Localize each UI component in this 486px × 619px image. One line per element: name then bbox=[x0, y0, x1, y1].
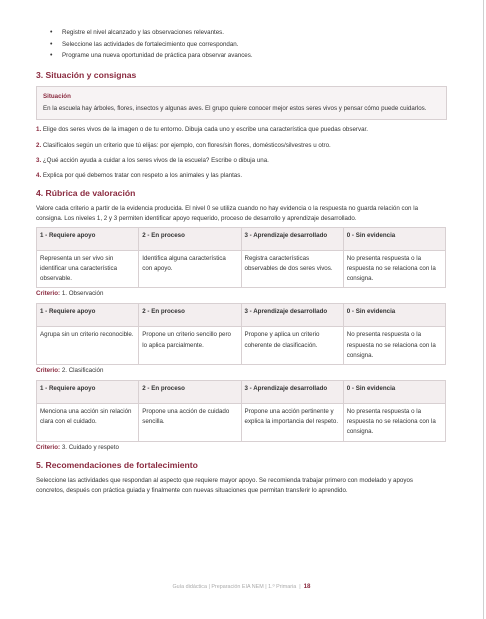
situation-label: Situación bbox=[43, 92, 71, 100]
criterion-caption bbox=[36, 443, 443, 452]
situation-box bbox=[36, 86, 447, 121]
rubric-intro: Valore cada criterio a partir de la evidencia producida. El nivel 0 se utiliza cuando no hay evidencia o la respuesta no guarda relación con la consigna. Los niveles 1, 2 y 3 permiten identificar apoyo requerido, proceso de desarrollo y aprendizaje desarrollado. bbox=[36, 204, 419, 223]
column-header: 1 - Requiere apoyo bbox=[37, 380, 139, 403]
table-header-row bbox=[37, 380, 446, 403]
table-cell: No presenta respuesta o la respuesta no se relaciona con la consigna. bbox=[343, 250, 445, 288]
section-3-heading: 3. Situación y consignas bbox=[36, 69, 137, 80]
instruction-item bbox=[36, 142, 443, 150]
column-header: 2 - En proceso bbox=[139, 304, 241, 327]
section-5-heading: 5. Recomendaciones de fortalecimiento bbox=[36, 459, 198, 470]
column-header: 1 - Requiere apoyo bbox=[37, 227, 139, 250]
bullet-item: • Seleccione las actividades de fortalecimiento que correspondan. bbox=[50, 39, 443, 51]
column-header: 3 - Aprendizaje desarrollado bbox=[241, 304, 343, 327]
rubric-table bbox=[36, 380, 446, 442]
column-header: 0 - Sin evidencia bbox=[343, 304, 445, 327]
page-footer bbox=[0, 583, 483, 590]
column-header: 3 - Aprendizaje desarrollado bbox=[241, 380, 343, 403]
criterion-text: 2. Clasificación bbox=[61, 366, 104, 374]
item-number: 3. bbox=[36, 156, 42, 164]
item-text: Clasifícalos según un criterio que tú elijas: por ejemplo, con flores/sin flores, domésticos/silvestres u otro. bbox=[42, 141, 331, 149]
situation-text: En la escuela hay árboles, flores, insectos y algunas aves. El grupo quiere conocer mejor estos seres vivos y pensar cómo puede cuidarlos. bbox=[43, 104, 427, 112]
table-cell: Registra características observables de dos seres vivos. bbox=[241, 250, 343, 288]
item-text: Elige dos seres vivos de la imagen o de tu entorno. Dibuja cada uno y escribe una característica que puedas observar. bbox=[42, 126, 368, 134]
table-cell: Agrupa sin un criterio reconocible. bbox=[37, 327, 139, 365]
table-cell: Menciona una acción sin relación clara con el cuidado. bbox=[37, 403, 139, 441]
table-header-row bbox=[37, 304, 446, 327]
item-number: 1. bbox=[36, 126, 42, 134]
table-cell: Representa un ser vivo sin identificar una característica observable. bbox=[37, 250, 139, 288]
table-row bbox=[37, 327, 446, 365]
footer-separator: | bbox=[299, 584, 301, 590]
table-cell: No presenta respuesta o la respuesta no se relaciona con la consigna. bbox=[343, 327, 445, 365]
rubric-table bbox=[36, 227, 446, 289]
item-text: ¿Qué acción ayuda a cuidar a los seres vivos de la escuela? Escribe o dibuja una. bbox=[42, 156, 269, 164]
criterion-caption bbox=[36, 366, 443, 375]
page-number: 18 bbox=[303, 583, 311, 590]
column-header: 0 - Sin evidencia bbox=[343, 380, 445, 403]
table-cell: Propone un criterio sencillo pero lo aplica parcialmente. bbox=[139, 327, 241, 365]
instruction-list bbox=[36, 126, 443, 180]
section-4-heading: 4. Rúbrica de valoración bbox=[36, 187, 136, 198]
recommendations-text: Seleccione las actividades que respondan al aspecto que requiere mayor apoyo. Se recomienda trabajar primero con modelado y apoyos concretos, después con práctica guiada y finalmente con nuevas situaciones que permitan transferir lo aprendido. bbox=[36, 476, 413, 494]
instruction-item bbox=[36, 157, 443, 165]
column-header: 0 - Sin evidencia bbox=[343, 227, 445, 250]
criterion-text: 3. Cuidado y respeto bbox=[61, 443, 119, 451]
table-cell: Propone y aplica un criterio coherente de clasificación. bbox=[241, 327, 343, 365]
column-header: 2 - En proceso bbox=[139, 380, 241, 403]
bullet-item: • Registre el nivel alcanzado y las observaciones relevantes. bbox=[50, 27, 443, 39]
table-row bbox=[37, 403, 446, 441]
column-header: 1 - Requiere apoyo bbox=[37, 304, 139, 327]
criterion-caption bbox=[36, 289, 443, 298]
item-number: 2. bbox=[36, 141, 42, 149]
item-number: 4. bbox=[36, 171, 42, 179]
column-header: 3 - Aprendizaje desarrollado bbox=[241, 227, 343, 250]
table-cell: Propone una acción pertinente y explica la importancia del respeto. bbox=[241, 403, 343, 441]
instruction-bullet-list bbox=[36, 27, 443, 62]
table-cell: No presenta respuesta o la respuesta no se relaciona con la consigna. bbox=[343, 403, 445, 441]
table-header-row bbox=[37, 227, 446, 250]
criterion-label: Criterio: bbox=[36, 443, 61, 451]
table-row bbox=[37, 250, 446, 288]
instruction-item bbox=[36, 172, 443, 180]
column-header: 2 - En proceso bbox=[139, 227, 241, 250]
table-cell: Propone una acción de cuidado sencilla. bbox=[139, 403, 241, 441]
bullet-item: • Programe una nueva oportunidad de práctica para observar avances. bbox=[50, 50, 443, 62]
instruction-item bbox=[36, 126, 443, 134]
criterion-text: 1. Observación bbox=[61, 290, 104, 298]
criterion-label: Criterio: bbox=[36, 290, 61, 298]
criterion-label: Criterio: bbox=[36, 366, 61, 374]
rubric-table bbox=[36, 303, 446, 365]
table-cell: Identifica alguna característica con apoyo. bbox=[139, 250, 241, 288]
item-text: Explica por qué debemos tratar con respeto a los animales y las plantas. bbox=[42, 171, 243, 179]
footer-text: Guía didáctica | Preparación EIA NEM | 1.º Primaria bbox=[172, 584, 297, 590]
